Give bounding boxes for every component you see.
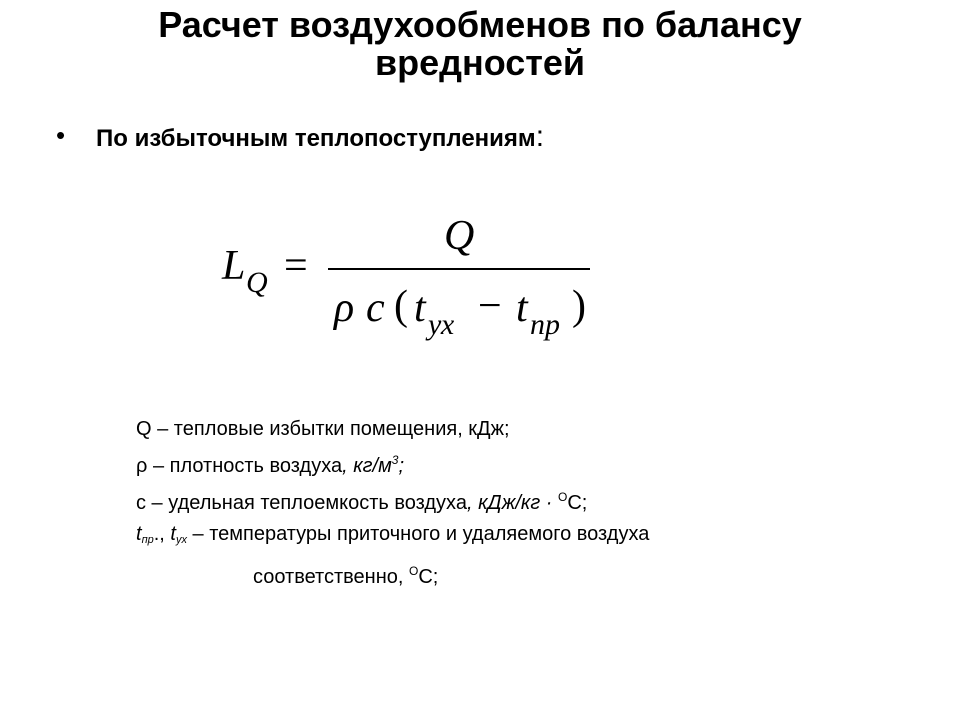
formula-t2-subscript: пр (530, 308, 560, 341)
def-t-sym2: t (170, 523, 176, 545)
def-rho-unit: , кг/м (342, 455, 392, 477)
formula-lhs-symbol: L (222, 243, 246, 289)
definition-rho (136, 445, 649, 482)
def-t-cont: соответственно, (253, 566, 409, 588)
definition-t-continued (136, 556, 649, 593)
def-c-tail: С; (567, 492, 588, 514)
definitions-list (136, 414, 649, 593)
formula-minus: − (478, 283, 502, 329)
formula-c: c (366, 285, 385, 331)
def-rho-text: – плотность воздуха (147, 455, 343, 477)
def-rho-unit-sup: 3 (391, 453, 399, 467)
formula-open-paren: ( (394, 283, 408, 329)
def-rho-symbol: ρ (136, 455, 148, 477)
formula-t2: t (516, 285, 528, 331)
def-t-cont-sup: О (409, 564, 419, 578)
def-t-sep: ., (153, 523, 171, 545)
definition-t (136, 519, 649, 556)
def-c-symbol: с (136, 492, 146, 514)
formula-t1: t (414, 285, 426, 331)
def-t-sub1: пр (141, 534, 154, 546)
def-t-cont-tail: С; (418, 566, 439, 588)
formula-rho: ρ (334, 285, 355, 331)
formula-equals: = (284, 243, 308, 289)
definition-q (136, 414, 649, 445)
def-t-sym1: t (136, 523, 142, 545)
formula-close-paren: ) (572, 283, 586, 329)
definition-c (136, 482, 649, 519)
formula-lhs-subscript: Q (246, 266, 268, 299)
def-t-text: – температуры приточного и удаляемого воздуха (186, 523, 650, 545)
bullet-text: По избыточным теплопоступлениям (96, 125, 536, 152)
def-t-sub2: ух (175, 534, 187, 546)
bullet-dot-icon: • (56, 120, 66, 150)
fraction-bar (328, 268, 590, 270)
def-rho-tail: ; (398, 455, 405, 477)
slide-title-line-1: Расчет воздухообменов по балансу (158, 4, 802, 45)
def-q-symbol: Q (136, 418, 152, 440)
formula-numerator: Q (444, 213, 475, 259)
def-c-unit: , кДж/кг · (466, 492, 559, 514)
slide-title-line-2: вредностей (374, 42, 586, 83)
def-c-text: – удельная теплоемкость воздуха (146, 492, 467, 514)
def-q-text: – тепловые избытки помещения, кДж; (151, 418, 510, 440)
formula-t1-subscript: ух (428, 308, 455, 341)
def-c-unit-sup: О (558, 490, 568, 504)
bullet-colon: : (535, 120, 545, 153)
